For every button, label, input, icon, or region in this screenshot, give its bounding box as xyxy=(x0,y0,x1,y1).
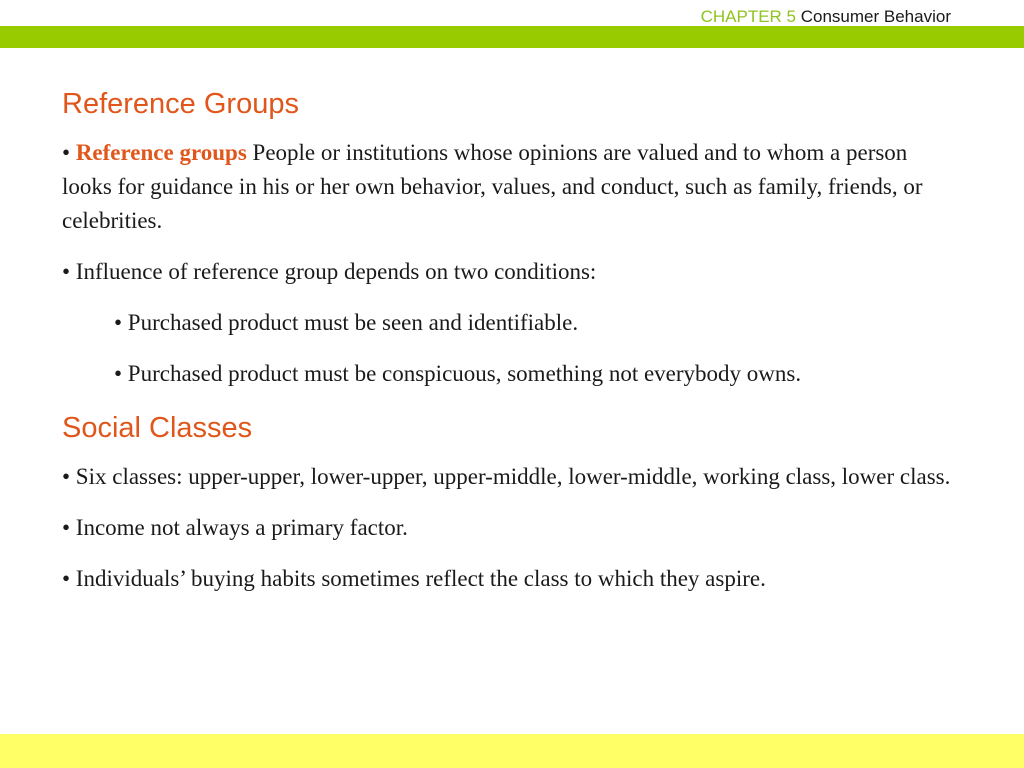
header-accent-bar xyxy=(0,26,1024,48)
chapter-number: CHAPTER 5 xyxy=(700,7,797,26)
slide-content xyxy=(62,84,962,613)
social-classes-bullet-3: • Individuals’ buying habits sometimes reflect the class to which they aspire. xyxy=(62,566,766,591)
social-classes-bullet-2: • Income not always a primary factor. xyxy=(62,515,408,540)
condition-bullet-1: • Purchased product must be seen and identifiable. xyxy=(114,310,579,335)
influence-bullet: • Influence of reference group depends on two conditions: xyxy=(62,259,597,284)
chapter-title xyxy=(701,7,951,27)
condition-bullet-2: • Purchased product must be conspicuous, something not everybody owns. xyxy=(114,361,802,386)
footer-accent-bar xyxy=(0,734,1024,768)
social-classes-heading: Social Classes xyxy=(62,412,253,444)
reference-groups-heading: Reference Groups xyxy=(62,88,299,120)
chapter-name: Consumer Behavior xyxy=(800,7,951,26)
social-classes-bullet-1: • Six classes: upper-upper, lower-upper, upper-middle, lower-middle, working class, lower class. xyxy=(62,464,951,489)
bullet: • xyxy=(62,140,71,165)
definition-text: People or institutions whose opinions are valued and to whom a person looks for guidance in his or her own behavior, values, and conduct, such as family, friends, or celebrities. xyxy=(62,140,923,233)
key-term: Reference groups xyxy=(75,140,247,165)
reference-groups-definition xyxy=(62,136,962,238)
slide-header xyxy=(0,0,1024,26)
